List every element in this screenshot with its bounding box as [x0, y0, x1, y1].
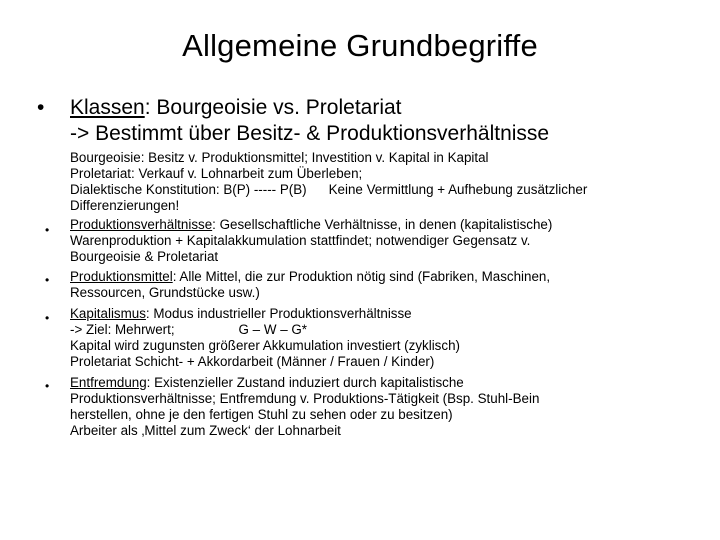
item2-line1 [70, 269, 550, 285]
classes-detail-line4: Differenzierungen! [70, 198, 180, 213]
item1-line3: Bourgeoisie & Proletariat [70, 249, 219, 264]
term-produktionsmittel: Produktionsmittel [70, 269, 173, 284]
classes-detail-line2: Proletariat: Verkauf v. Lohnarbeit zum Überleben; [70, 166, 363, 181]
bullet-item-1: • [45, 223, 50, 237]
term-produktionsverhaeltnisse: Produktionsverhältnisse [70, 217, 213, 232]
bullet-item-2: • [45, 273, 50, 287]
classes-detail-line3a: Dialektische Konstitution: B(P) ----- P(B) [70, 182, 307, 197]
term-entfremdung: Entfremdung [70, 375, 147, 390]
term-kapitalismus: Kapitalismus [70, 306, 146, 321]
item3-rest: : Modus industrieller Produktionsverhältnisse [145, 306, 412, 321]
item3-formula: G – W – G* [238, 322, 308, 337]
item3-line1 [70, 306, 412, 322]
classes-detail-line3 [70, 182, 587, 198]
item2-line2: Ressourcen, Grundstücke usw.) [70, 285, 260, 300]
heading-term-klassen: Klassen [70, 96, 145, 119]
bullet-main: • [37, 96, 45, 119]
item1-line2: Warenproduktion + Kapitalakkumulation stattfindet; notwendiger Gegensatz v. [70, 233, 531, 248]
main-bullet-text [70, 95, 549, 147]
bullet-item-4: • [45, 379, 50, 393]
item1-line1 [70, 217, 552, 233]
item3-line3: Kapital wird zugunsten größerer Akkumulation investiert (zyklisch) [70, 338, 460, 353]
classes-detail-line1: Bourgeoisie: Besitz v. Produktionsmittel; Investition v. Kapital in Kapital [70, 150, 489, 165]
classes-detail-line3b: Keine Vermittlung + Aufhebung zusätzlicher [328, 182, 588, 197]
item1-rest: : Gesellschaftliche Verhältnisse, in denen (kapitalistische) [212, 217, 553, 232]
main-heading-line2: -> Bestimmt über Besitz- & Produktionsverhältnisse [70, 122, 550, 145]
item4-line1 [70, 375, 464, 391]
item4-line4: Arbeiter als ‚Mittel zum Zweck‘ der Lohnarbeit [70, 423, 341, 438]
item4-rest: : Existenzieller Zustand induziert durch kapitalistische [146, 375, 464, 390]
item3-line2a: -> Ziel: Mehrwert; [70, 322, 175, 337]
bullet-item-3: • [45, 311, 50, 325]
item3-line4: Proletariat Schicht- + Akkordarbeit (Männer / Frauen / Kinder) [70, 354, 435, 369]
slide-title: Allgemeine Grundbegriffe [182, 28, 538, 63]
heading-rest: : Bourgeoisie vs. Proletariat [144, 96, 402, 119]
item4-line3: herstellen, ohne je den fertigen Stuhl zu sehen oder zu besitzen) [70, 407, 453, 422]
main-heading-line1 [70, 95, 549, 121]
item2-rest: : Alle Mittel, die zur Produktion nötig sind (Fabriken, Maschinen, [172, 269, 551, 284]
item3-line2 [70, 322, 307, 338]
item4-line2: Produktionsverhältnisse; Entfremdung v. Produktions-Tätigkeit (Bsp. Stuhl-Bein [70, 391, 540, 406]
